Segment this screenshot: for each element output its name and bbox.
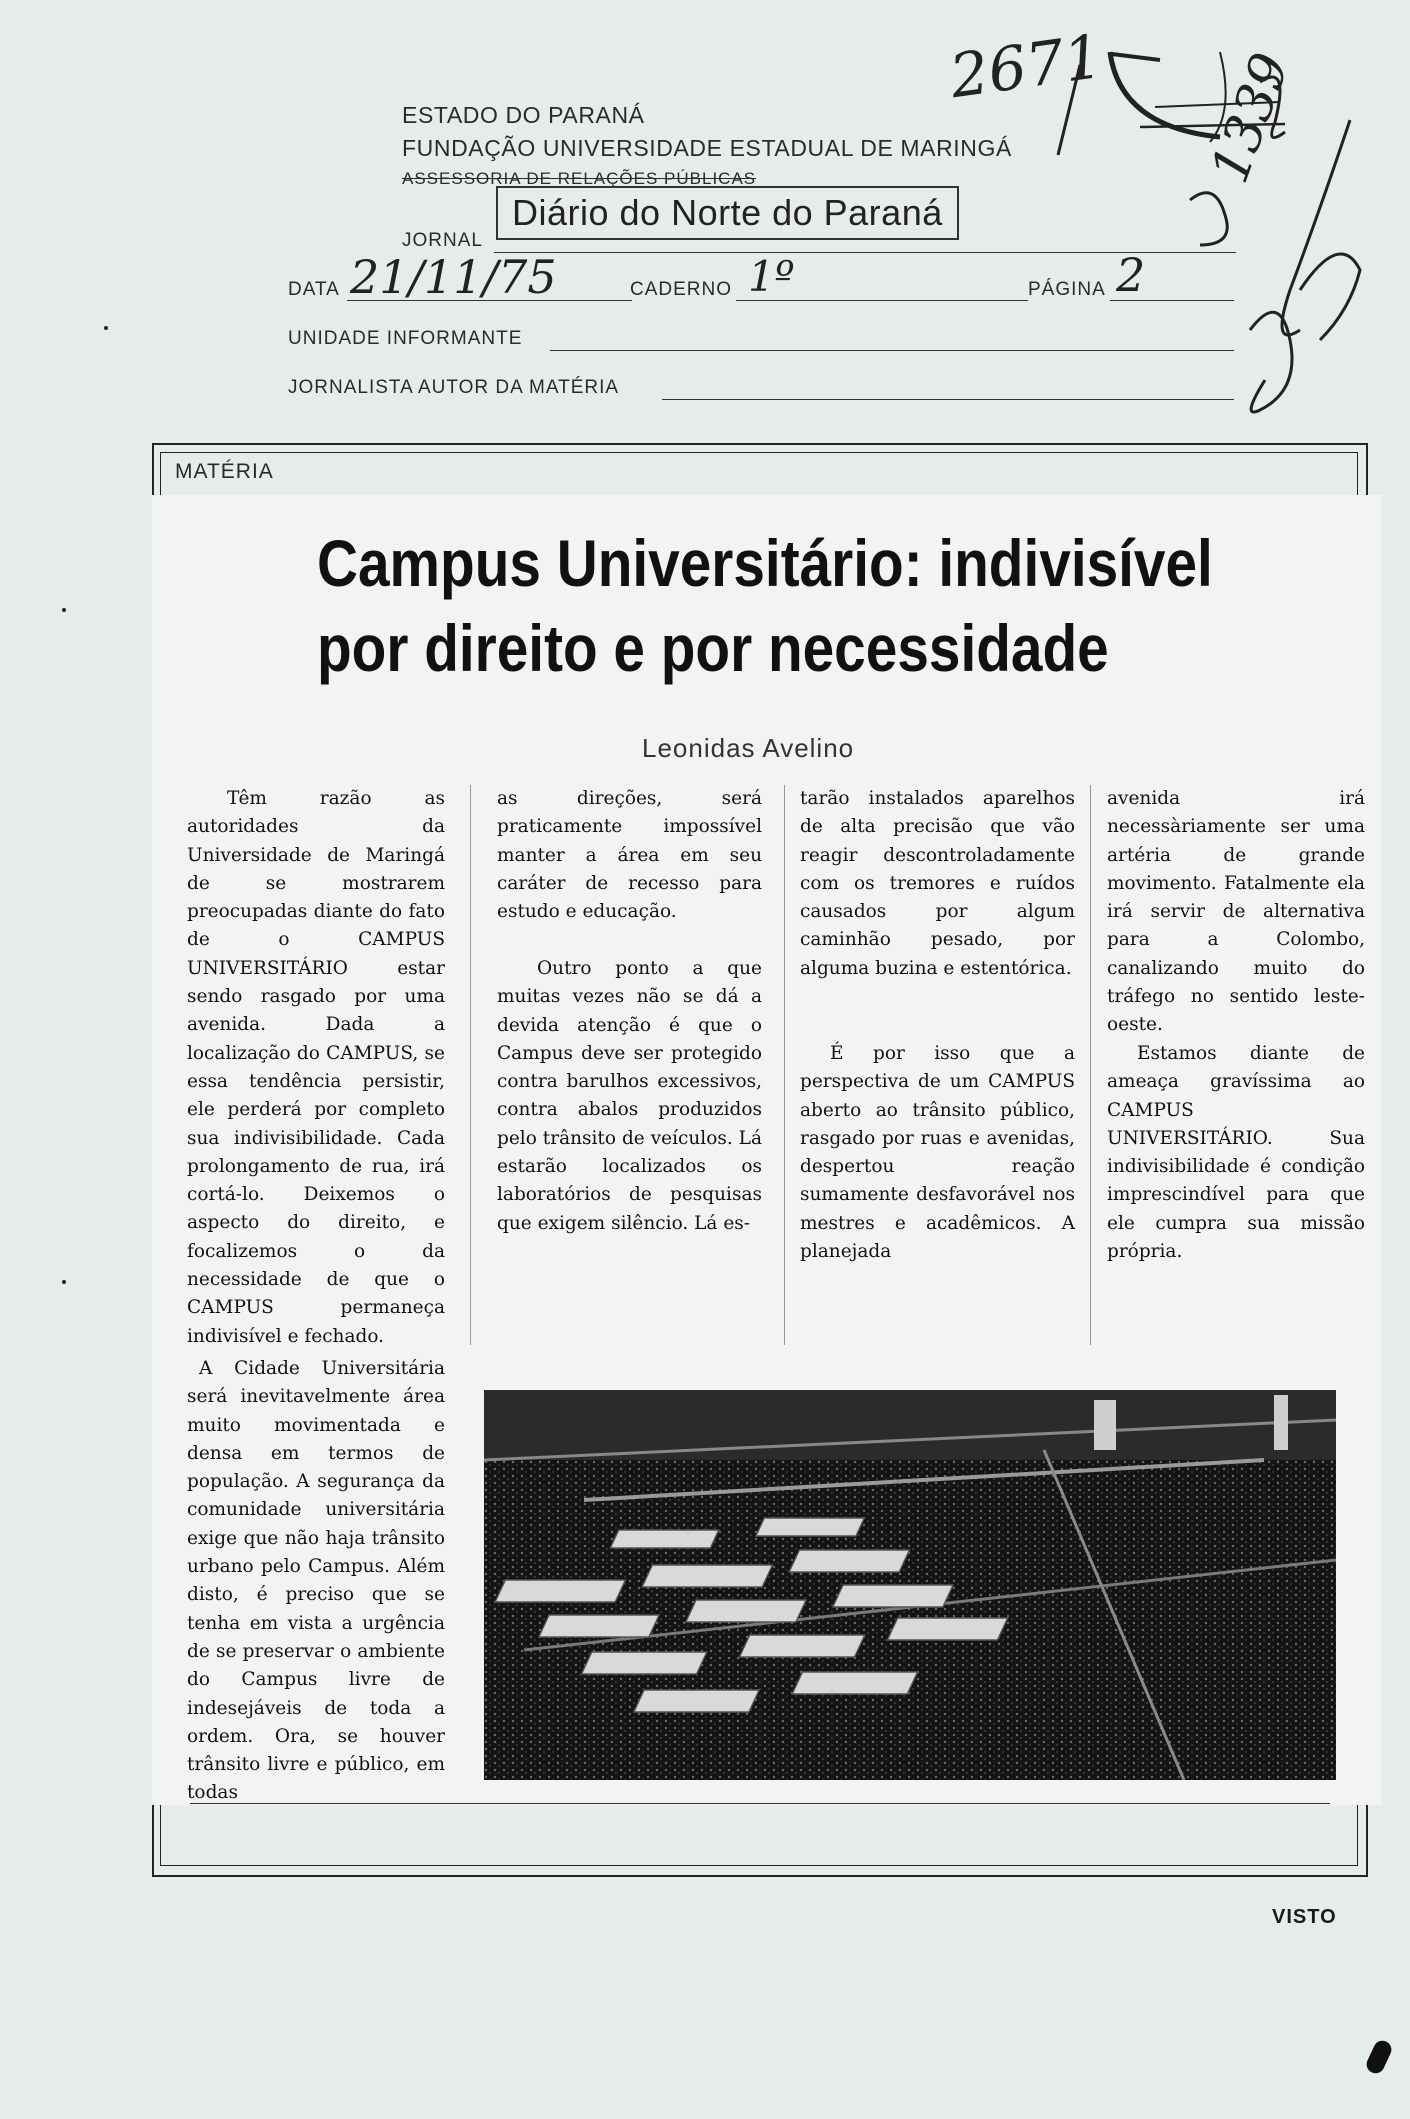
materia-label: MATÉRIA <box>175 460 274 483</box>
jornalista-rule <box>662 399 1234 400</box>
headline-line-1: Campus Universitário: indivisível <box>317 526 1213 600</box>
col4-paragraph-2: Estamos diante de ameaça gravíssima ao CAMPUS UNIVERSITÁRIO. Sua indivisibilidade é condição imprescindível para que ele cumpra sua missão própria. <box>1107 1043 1365 1263</box>
col3-paragraph-1: tarão instalados aparelhos de alta precisão que vão reagir descontroladamente com os tremores e ruídos causados por algum caminhão pesado, por alguma buzina e estentórica. <box>800 788 1075 979</box>
unidade-label: UNIDADE INFORMANTE <box>288 328 523 349</box>
side-number: 1339 <box>1200 45 1302 191</box>
margin-dot <box>104 326 108 330</box>
archive-number: 2671 <box>945 21 1107 113</box>
campus-aerial-photo <box>484 1390 1336 1780</box>
clipping-bottom-rule <box>190 1803 1330 1804</box>
caderno-handwritten: 1º <box>748 252 795 301</box>
margin-dot <box>62 608 66 612</box>
headline-line-2: por direito e por necessidade <box>317 611 1109 685</box>
signature-scribble <box>1150 90 1390 420</box>
visto-label: VISTO <box>1272 1906 1337 1928</box>
unidade-rule <box>550 350 1234 351</box>
state-heading: ESTADO DO PARANÁ <box>402 102 645 128</box>
office-heading: ASSESSORIA DE RELAÇÕES PÚBLICAS <box>402 169 757 188</box>
col4-paragraph-1: avenida irá necessàriamente ser uma artéria de grande movimento. Fatalmente ela irá servir de alternativa para a Colombo, canalizando muito do tráfego no sentido leste-oeste. <box>1107 788 1365 1036</box>
data-label: DATA <box>288 279 340 300</box>
column-divider <box>784 785 785 1345</box>
col1-paragraph-2: A Cidade Universitária será inevitavelmente área muito movimentada e densa em termos de população. A segurança da comunidade universitária exige que não haja trânsito urbano pelo Campus. Além disto, é preciso que se tenha em vista a urgência de se preservar o ambiente do Campus livre de indesejáveis de toda a ordem. Ora, se houver trânsito livre e público, em todas <box>187 1358 445 1804</box>
column-divider <box>470 785 471 1345</box>
col2-paragraph-1: as direções, será praticamente impossível manter a área em seu caráter de recesso para estudo e educação. <box>497 788 762 923</box>
col3-paragraph-2: É por isso que a perspectiva de um CAMPUS aberto ao trânsito público, rasgado por ruas e avenidas, despertou reação sumamente desfavorável nos mestres e acadêmicos. A planejada <box>800 1043 1075 1263</box>
caderno-label: CADERNO <box>630 279 733 300</box>
col2-paragraph-2: Outro ponto a que muitas vezes não se dá a devida atenção é que o Campus deve ser protegido contra barulhos excessivos, contra abalos produzidos pelo trânsito de veículos. Lá estarão localizados os laboratórios de pesquisas que exigem silêncio. Lá es- <box>497 958 762 1234</box>
column-divider <box>1090 785 1091 1345</box>
col1-paragraph-1: Têm razão as autoridades da Universidade de Maringá de se mostrarem preocupadas diante do fato de o CAMPUS UNIVERSITÁRIO estar sendo rasgado por uma avenida. Dada a localização do CAMPUS, se essa tendência persistir, ele perderá por completo sua indivisibilidade. Cada prolongamento de rua, irá cortá-lo. Deixemos o aspecto do direito, e focalizemos o da necessidade de que o CAMPUS permaneça indivisível e fechado. <box>187 788 445 1347</box>
pen-slash <box>1050 60 1090 160</box>
jornal-stamp: Diário do Norte do Paraná <box>496 186 959 240</box>
pagina-handwritten: 2 <box>1116 248 1146 302</box>
foundation-heading: FUNDAÇÃO UNIVERSIDADE ESTADUAL DE MARINGÁ <box>402 135 1012 161</box>
jornal-label: JORNAL <box>402 230 483 251</box>
margin-dot <box>62 1280 66 1284</box>
pagina-label: PÁGINA <box>1028 279 1106 300</box>
jornalista-label: JORNALISTA AUTOR DA MATÉRIA <box>288 377 620 398</box>
corner-blot <box>1364 2038 1395 2076</box>
data-handwritten: 21/11/75 <box>350 250 557 304</box>
byline: Leonidas Avelino <box>642 733 855 763</box>
